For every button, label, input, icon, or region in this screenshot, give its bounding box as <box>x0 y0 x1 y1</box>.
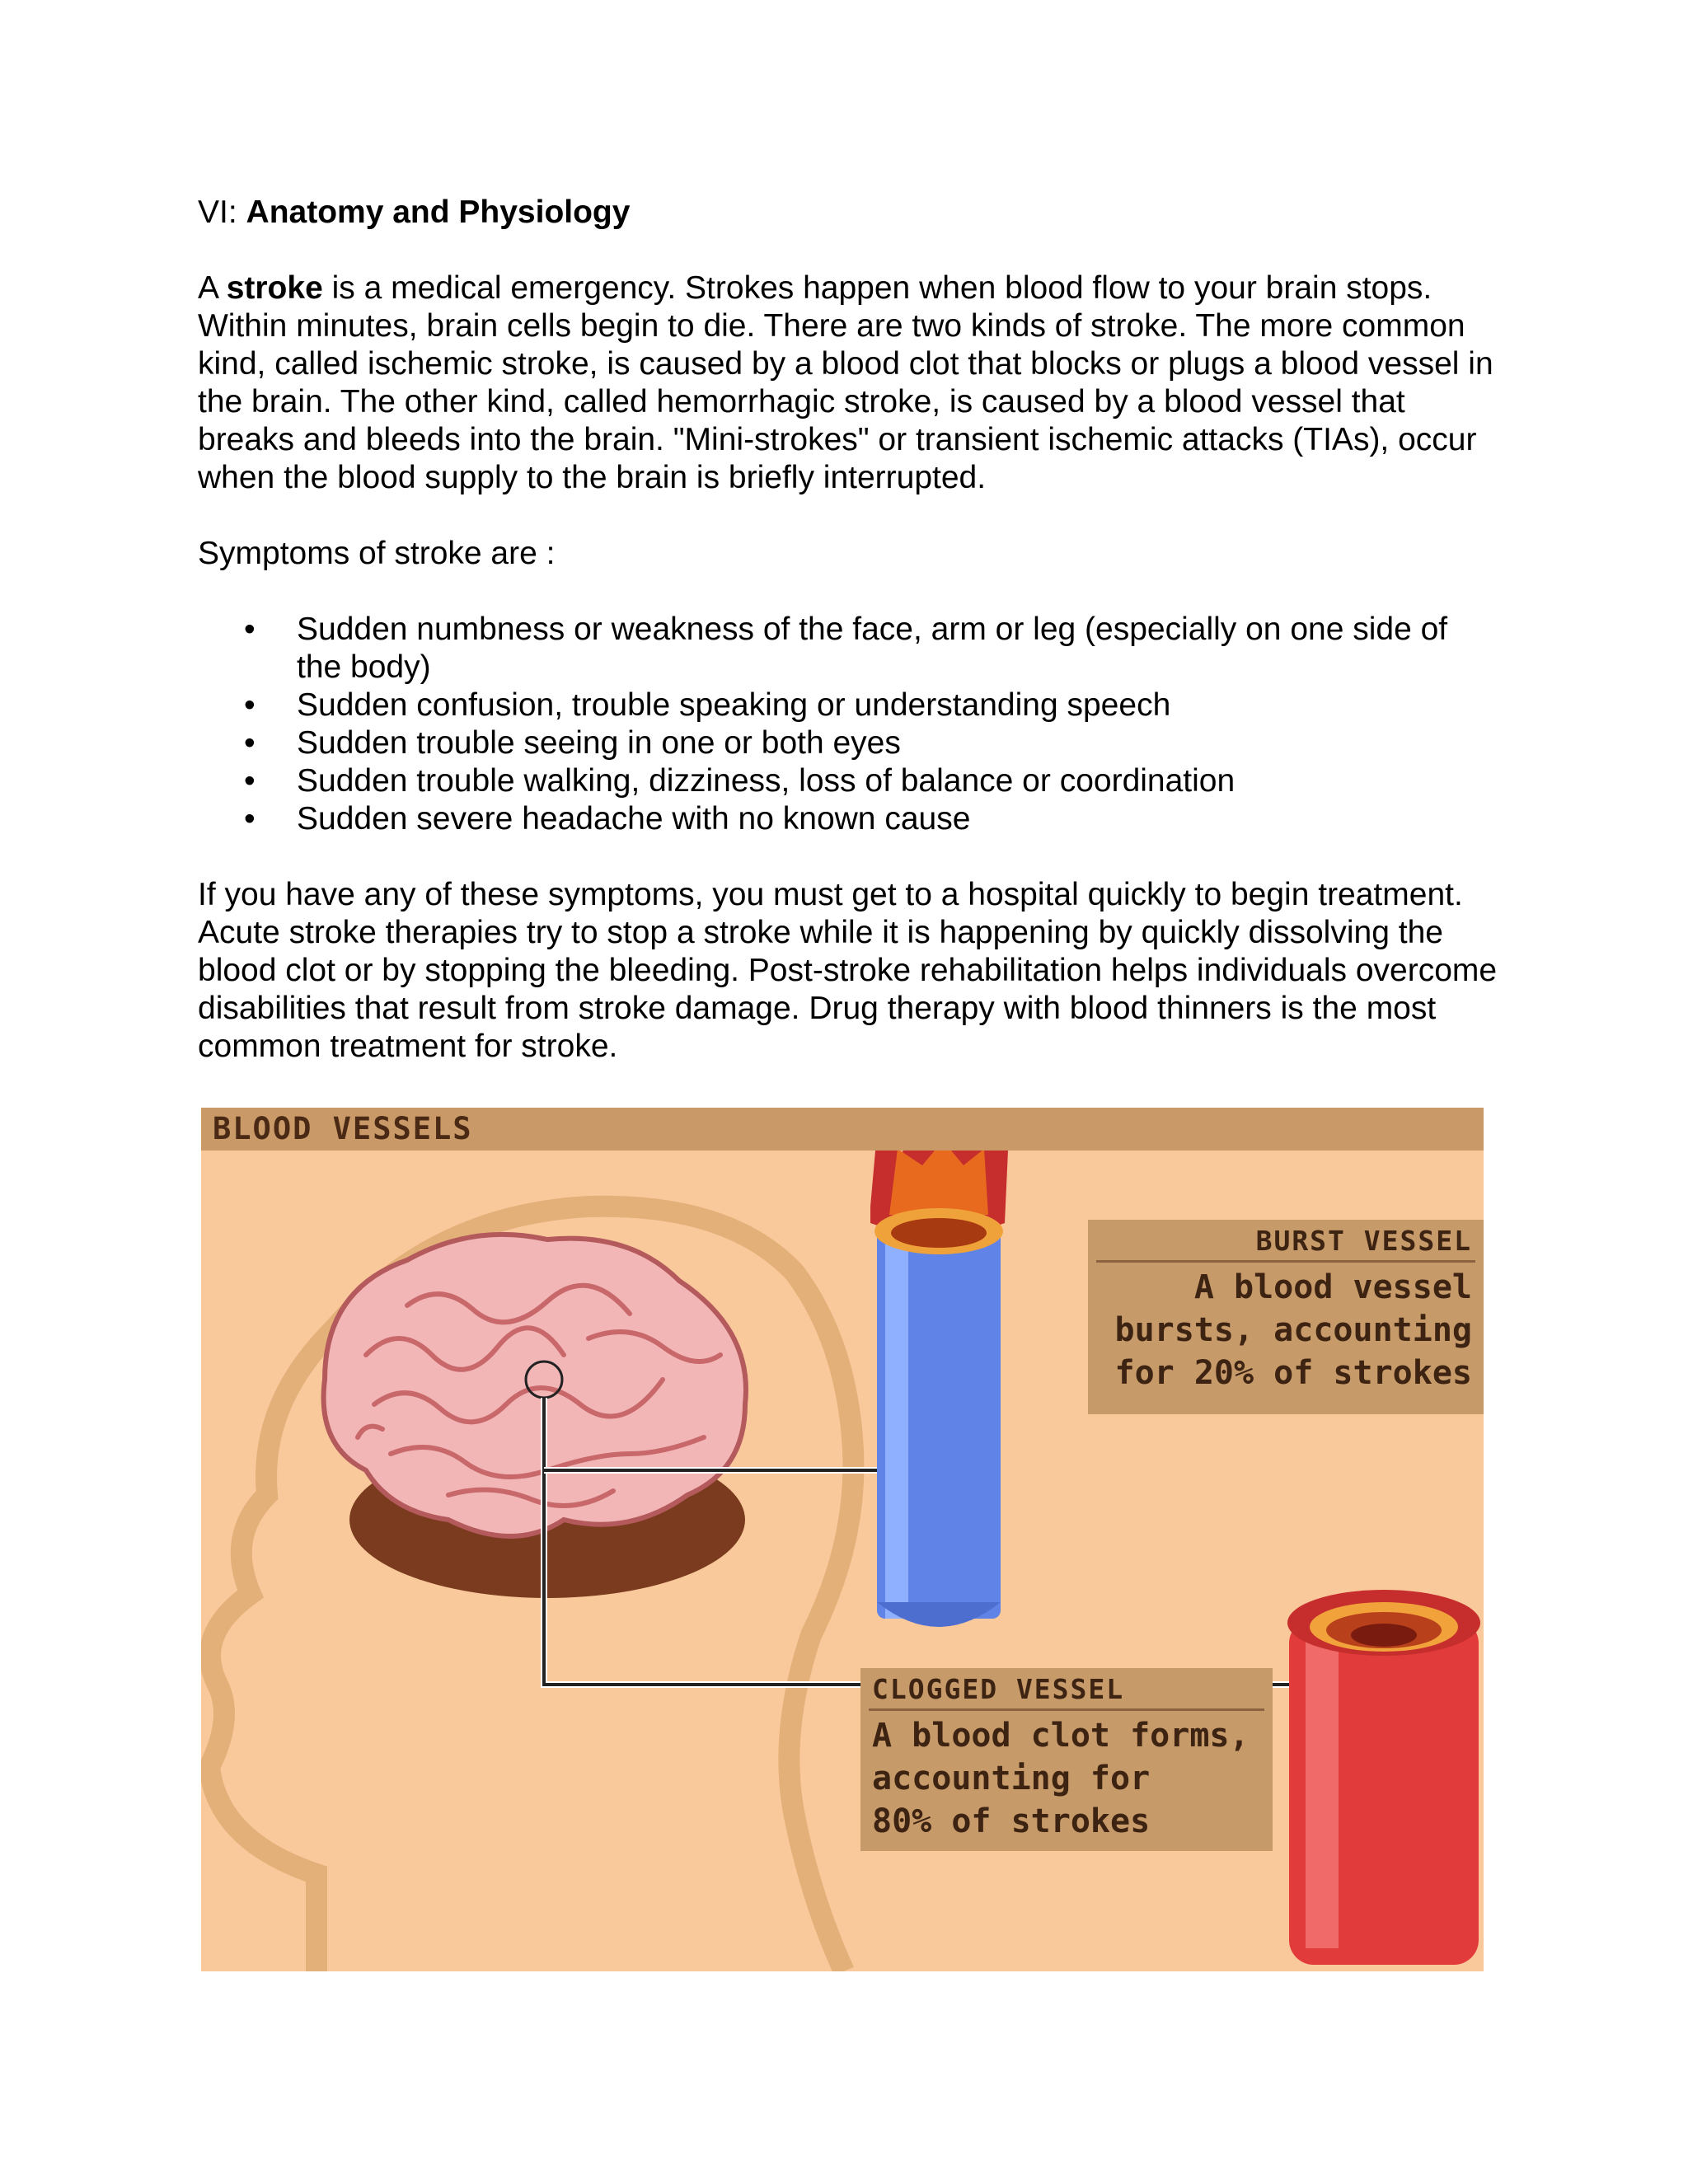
figure-header <box>201 1108 1484 1151</box>
treatment-paragraph: If you have any of these symptoms, you must get to a hospital quickly to begin treatment. Acute stroke therapies try to stop a stroke while it is happening by quickly dissolving the blood clot or by stopping the bleeding. Post-stroke rehabilitation helps individuals overcome disabilities that result from stroke damage. Drug therapy with blood thinners is the most common treatment for stroke. <box>198 877 1498 1064</box>
symptom-text: Sudden trouble seeing in one or both eyes <box>297 725 901 761</box>
list-item <box>198 687 1500 724</box>
callout-line: A blood clot forms, <box>872 1717 1250 1755</box>
burst-vessel-illustration <box>870 1120 1009 1627</box>
bullet-icon: • <box>244 687 256 723</box>
bullet-icon: • <box>244 763 256 799</box>
clogged-vessel-illustration <box>1287 1590 1480 1965</box>
bullet-icon: • <box>244 801 256 837</box>
heading-title: Anatomy and Physiology <box>246 194 631 230</box>
callout-line: for 20% of strokes <box>1114 1354 1472 1392</box>
section-heading <box>198 194 1500 232</box>
bullet-icon: • <box>244 725 256 761</box>
stroke-term: stroke <box>226 270 323 306</box>
symptom-text: Sudden numbness or weakness of the face, arm or leg (especially on one side of the body) <box>297 612 1448 685</box>
clogged-vessel-callout <box>860 1668 1273 1851</box>
list-item <box>198 762 1500 800</box>
figure-title: BLOOD VESSELS <box>213 1111 473 1146</box>
burst-vessel-text <box>1088 1263 1484 1401</box>
burst-vessel-title: BURST VESSEL <box>1255 1225 1472 1257</box>
intro-lead: A <box>198 270 227 306</box>
blood-vessels-figure <box>201 1108 1484 1971</box>
symptoms-list <box>198 611 1500 838</box>
burst-vessel-callout <box>1088 1220 1484 1414</box>
list-item <box>198 724 1500 762</box>
clogged-vessel-text <box>860 1711 1273 1849</box>
callout-line: 80% of strokes <box>872 1802 1151 1840</box>
heading-prefix: VI: <box>198 194 246 230</box>
list-item <box>198 800 1500 838</box>
callout-line: bursts, accounting <box>1114 1311 1472 1349</box>
symptoms-intro: Symptoms of stroke are : <box>198 536 556 571</box>
list-item <box>198 611 1500 687</box>
brain <box>324 1235 746 1536</box>
callout-line: accounting for <box>872 1760 1151 1797</box>
bullet-icon: • <box>244 612 256 647</box>
symptom-text: Sudden severe headache with no known cause <box>297 801 971 837</box>
document-body <box>198 194 1500 1104</box>
symptom-text: Sudden confusion, trouble speaking or understanding speech <box>297 687 1171 723</box>
symptom-text: Sudden trouble walking, dizziness, loss of balance or coordination <box>297 763 1236 799</box>
clogged-vessel-title: CLOGGED VESSEL <box>872 1673 1125 1705</box>
callout-line: A blood vessel <box>1193 1268 1472 1306</box>
intro-text: is a medical emergency. Strokes happen when blood flow to your brain stops. Within minutes, brain cells begin to die. There are two kinds of stroke. The more common kind, called ischemic stroke, is caused by a blood clot that blocks or plugs a blood vessel in the brain. The other kind, called hemorrhagic stroke, is caused by a blood vessel that breaks and bleeds into the brain. "Mini-strokes" or transient ischemic attacks (TIAs), occur when the blood supply to the brain is briefly interrupted. <box>198 270 1493 495</box>
intro-paragraph <box>198 269 1500 497</box>
